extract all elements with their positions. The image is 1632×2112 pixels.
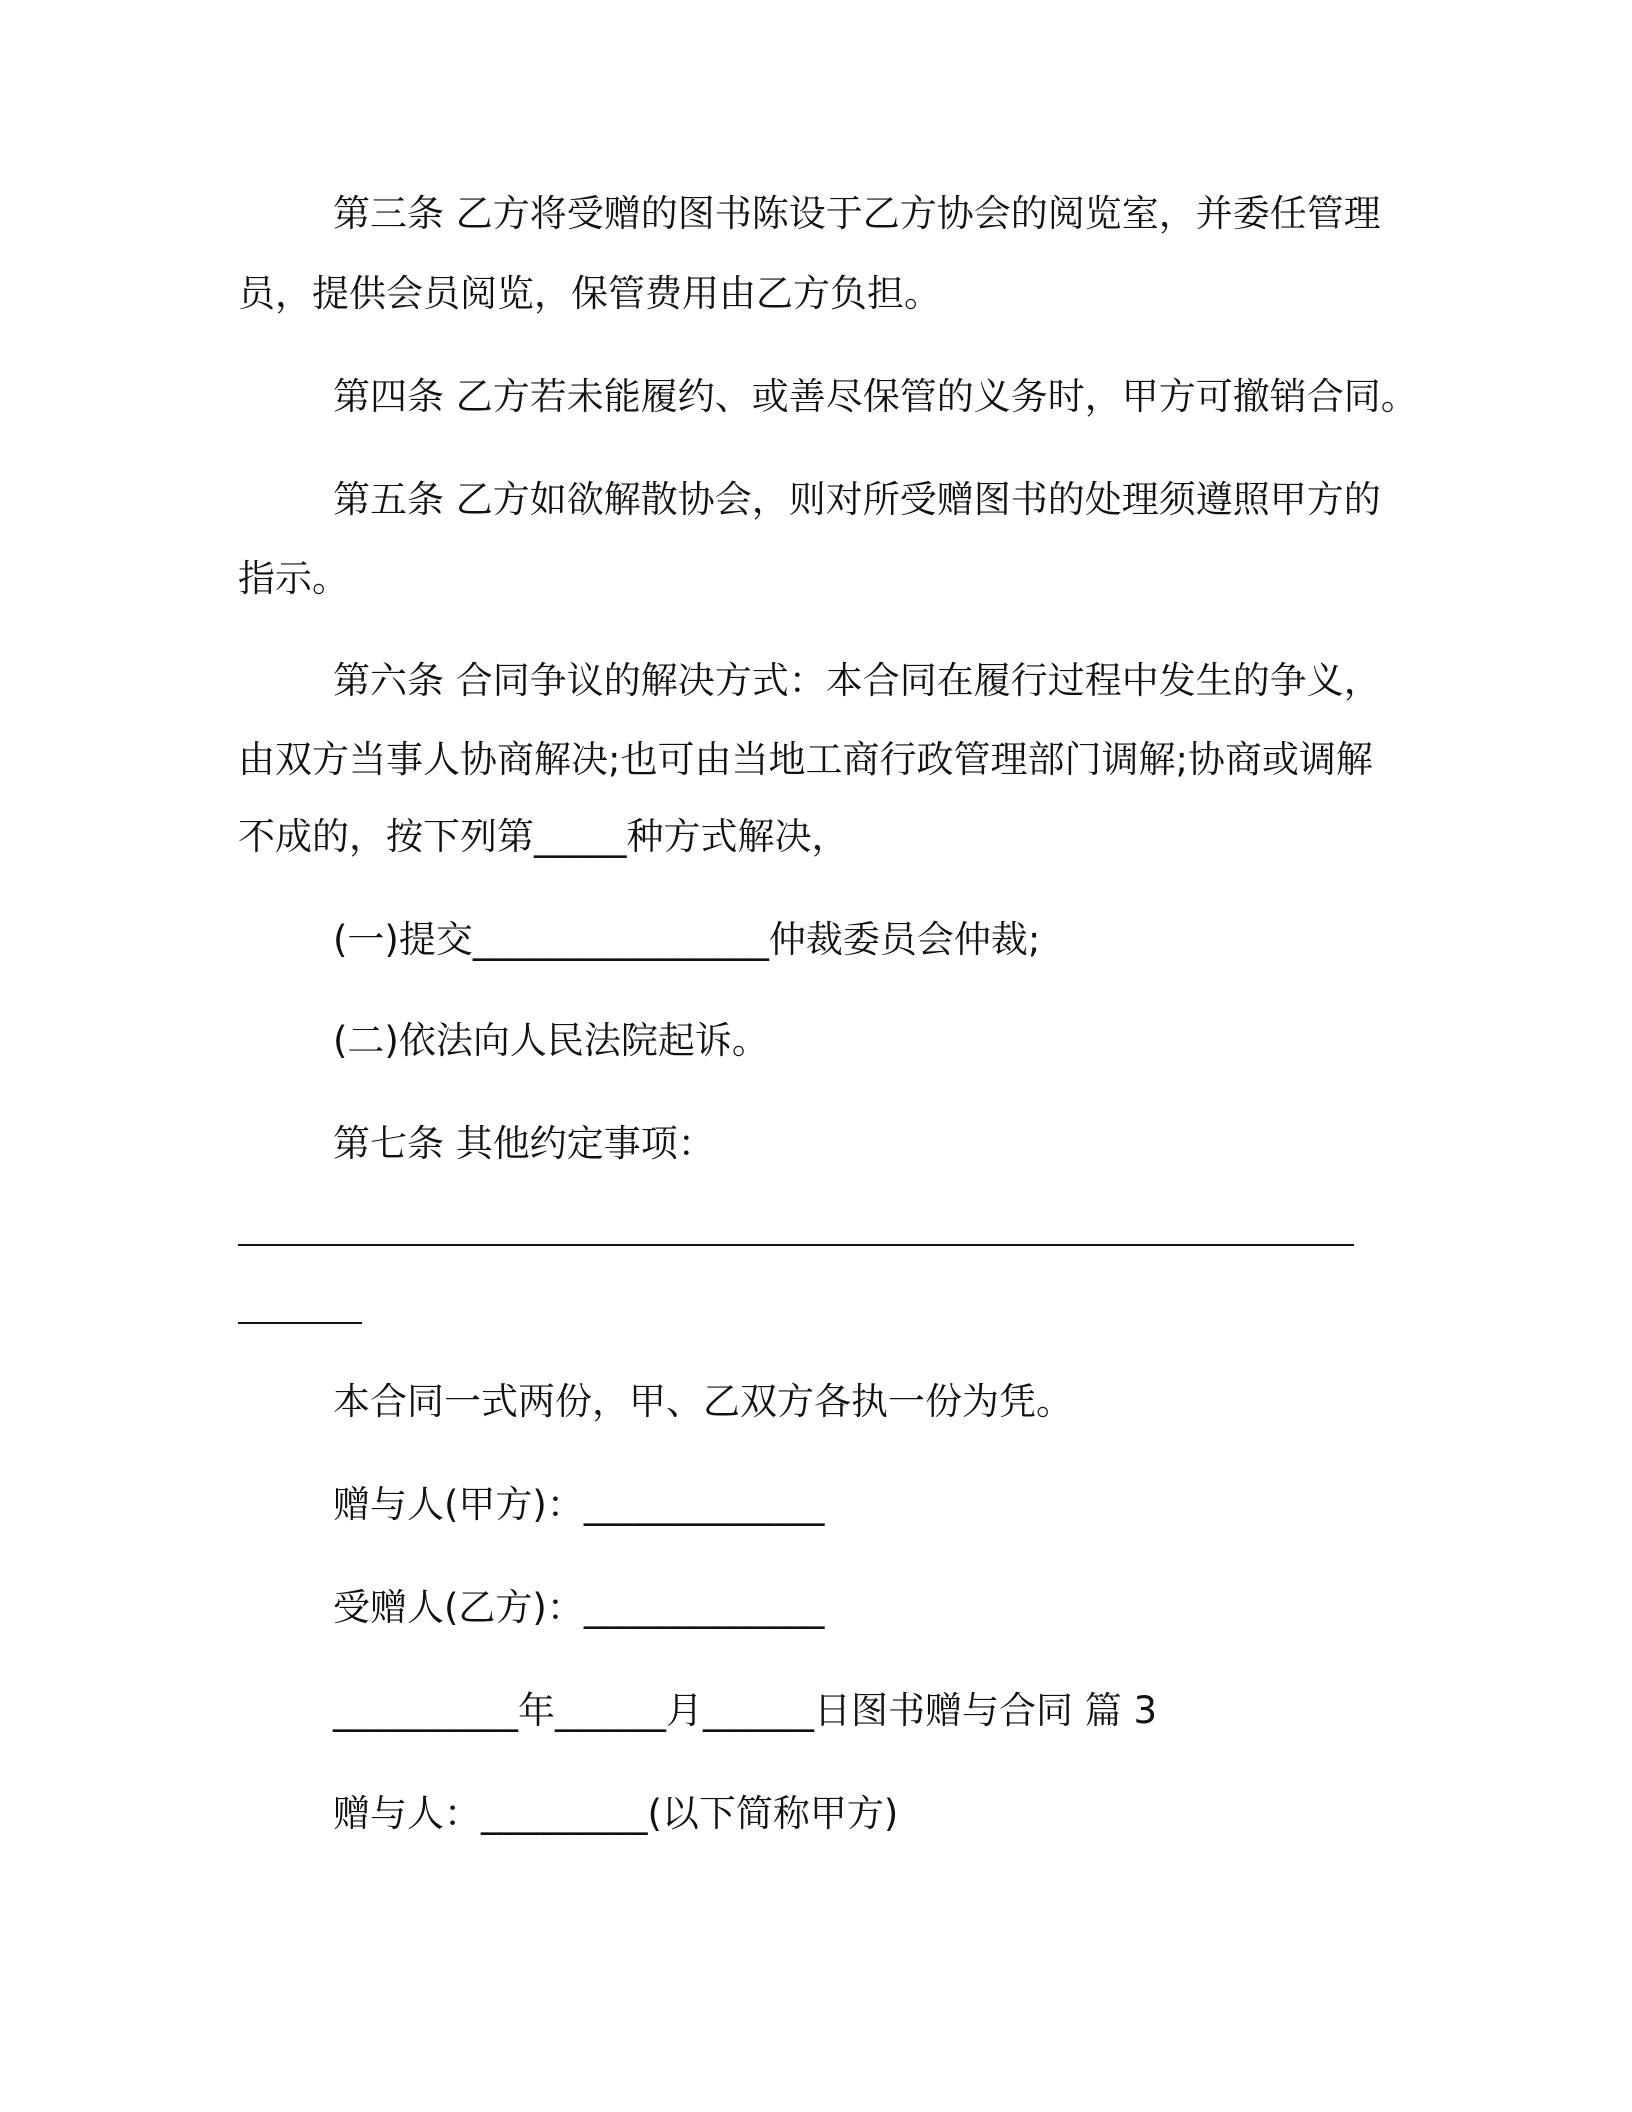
- donee-signature-line: 受赠人(乙方)：_____________: [333, 1586, 825, 1629]
- option-1-line: (一)提交________________仲裁委员会仲裁;: [333, 918, 1041, 961]
- other-matters-blank-line-2: [238, 1322, 362, 1324]
- article-6-line-2: 由双方当事人协商解决;也可由当地工商行政管理部门调解;协商或调解: [238, 738, 1373, 781]
- other-matters-blank-line-1: [238, 1244, 1354, 1246]
- copies-clause-line: 本合同一式两份，甲、乙双方各执一份为凭。: [333, 1380, 1073, 1423]
- article-3-line-1: 第三条 乙方将受赠的图书陈设于乙方协会的阅览室，并委任管理: [333, 192, 1381, 235]
- donor-signature-line: 赠与人(甲方)：_____________: [333, 1483, 825, 1526]
- donor-party-line: 赠与人：_________(以下简称甲方): [333, 1792, 899, 1835]
- option-2-line: (二)依法向人民法院起诉。: [333, 1019, 769, 1062]
- article-6-line-3: 不成的，按下列第_____种方式解决，: [238, 815, 849, 858]
- date-and-title-line: __________年______月______日图书赠与合同 篇 3: [333, 1689, 1158, 1732]
- article-6-line-1: 第六条 合同争议的解决方式：本合同在履行过程中发生的争义，: [333, 659, 1381, 702]
- article-5-line-1: 第五条 乙方如欲解散协会，则对所受赠图书的处理须遵照甲方的: [333, 478, 1381, 521]
- article-3-line-2: 员，提供会员阅览，保管费用由乙方负担。: [238, 272, 941, 315]
- article-5-line-2: 指示。: [238, 557, 349, 600]
- article-4-line-1: 第四条 乙方若未能履约、或善尽保管的义务时，甲方可撤销合同。: [333, 375, 1418, 418]
- article-7-line: 第七条 其他约定事项：: [333, 1122, 715, 1165]
